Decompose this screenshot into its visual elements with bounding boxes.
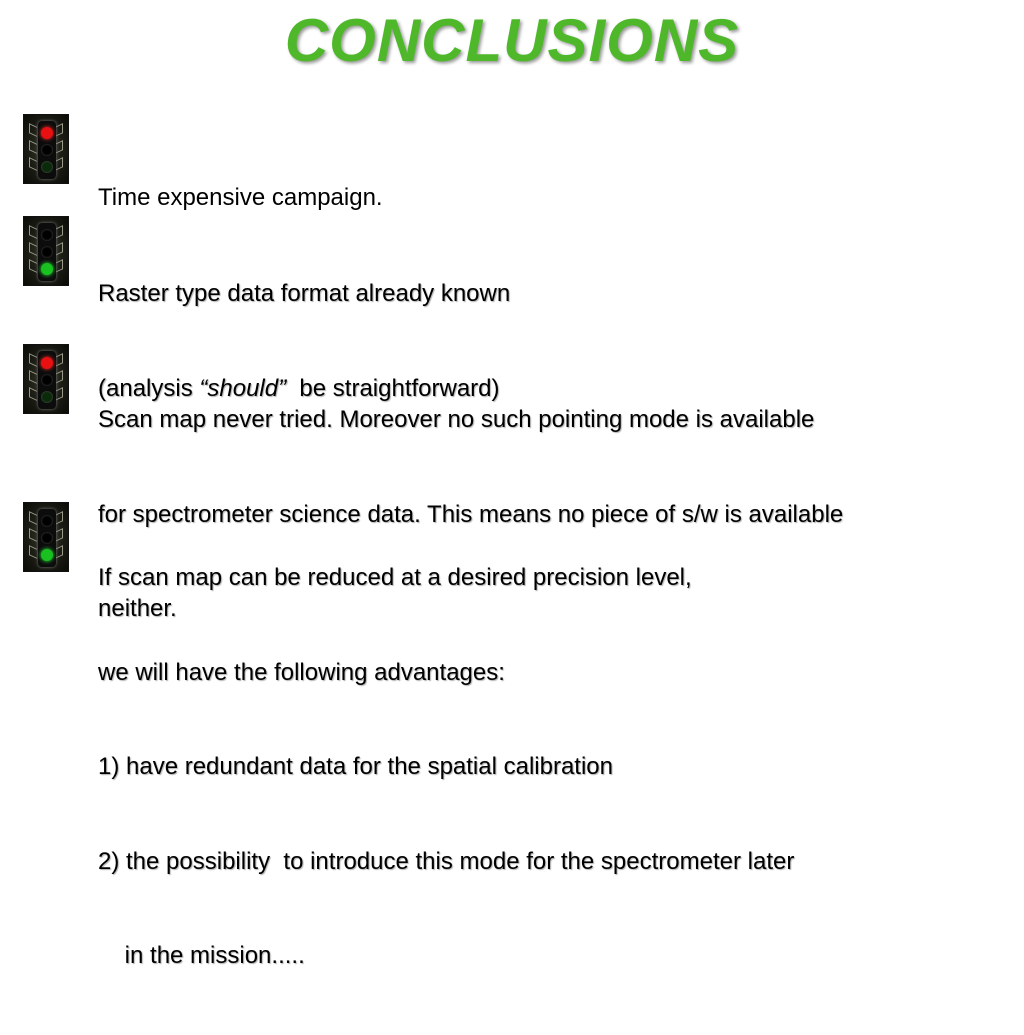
traffic-light-green-icon: [23, 216, 69, 286]
conclusion-text-line: Scan map never tried. Moreover no such pointing mode is available: [98, 406, 815, 433]
conclusion-text-line: neither.: [98, 595, 177, 622]
yellow-lamp: [41, 144, 53, 156]
green-lamp: [41, 161, 53, 173]
slide-title: CONCLUSIONS: [284, 7, 740, 74]
traffic-light-red-icon: [23, 114, 69, 184]
conclusion-text-line: 2) the possibility to introduce this mode for the spectrometer later: [98, 847, 795, 875]
conclusion-text-line: 1) have redundant data for the spatial calibration: [98, 753, 614, 780]
red-lamp: [41, 229, 53, 241]
yellow-lamp: [41, 246, 53, 258]
conclusion-text-line: If scan map can be reduced at a desired precision level,: [98, 564, 692, 591]
green-lamp: [41, 549, 53, 561]
emphasis-should: “should”: [199, 374, 287, 402]
red-lamp: [41, 515, 53, 527]
green-lamp: [41, 263, 53, 275]
yellow-lamp: [41, 532, 53, 544]
conclusion-text-line: Raster type data format already known: [98, 280, 511, 307]
yellow-lamp: [41, 374, 53, 386]
green-lamp: [41, 391, 53, 403]
red-lamp: [41, 357, 53, 369]
conclusion-text-line: in the mission.....: [98, 942, 305, 969]
conclusion-text-line: Time expensive campaign.: [98, 184, 383, 211]
text-suffix: be straightforward): [286, 374, 500, 402]
red-lamp: [41, 127, 53, 139]
traffic-light-red-icon: [23, 344, 69, 414]
text-prefix: (analysis: [98, 374, 200, 402]
conclusion-text-line: for spectrometer science data. This means no piece of s/w is available: [98, 500, 844, 528]
conclusion-text-line: we will have the following advantages:: [98, 658, 505, 686]
traffic-light-green-icon: [23, 502, 69, 572]
